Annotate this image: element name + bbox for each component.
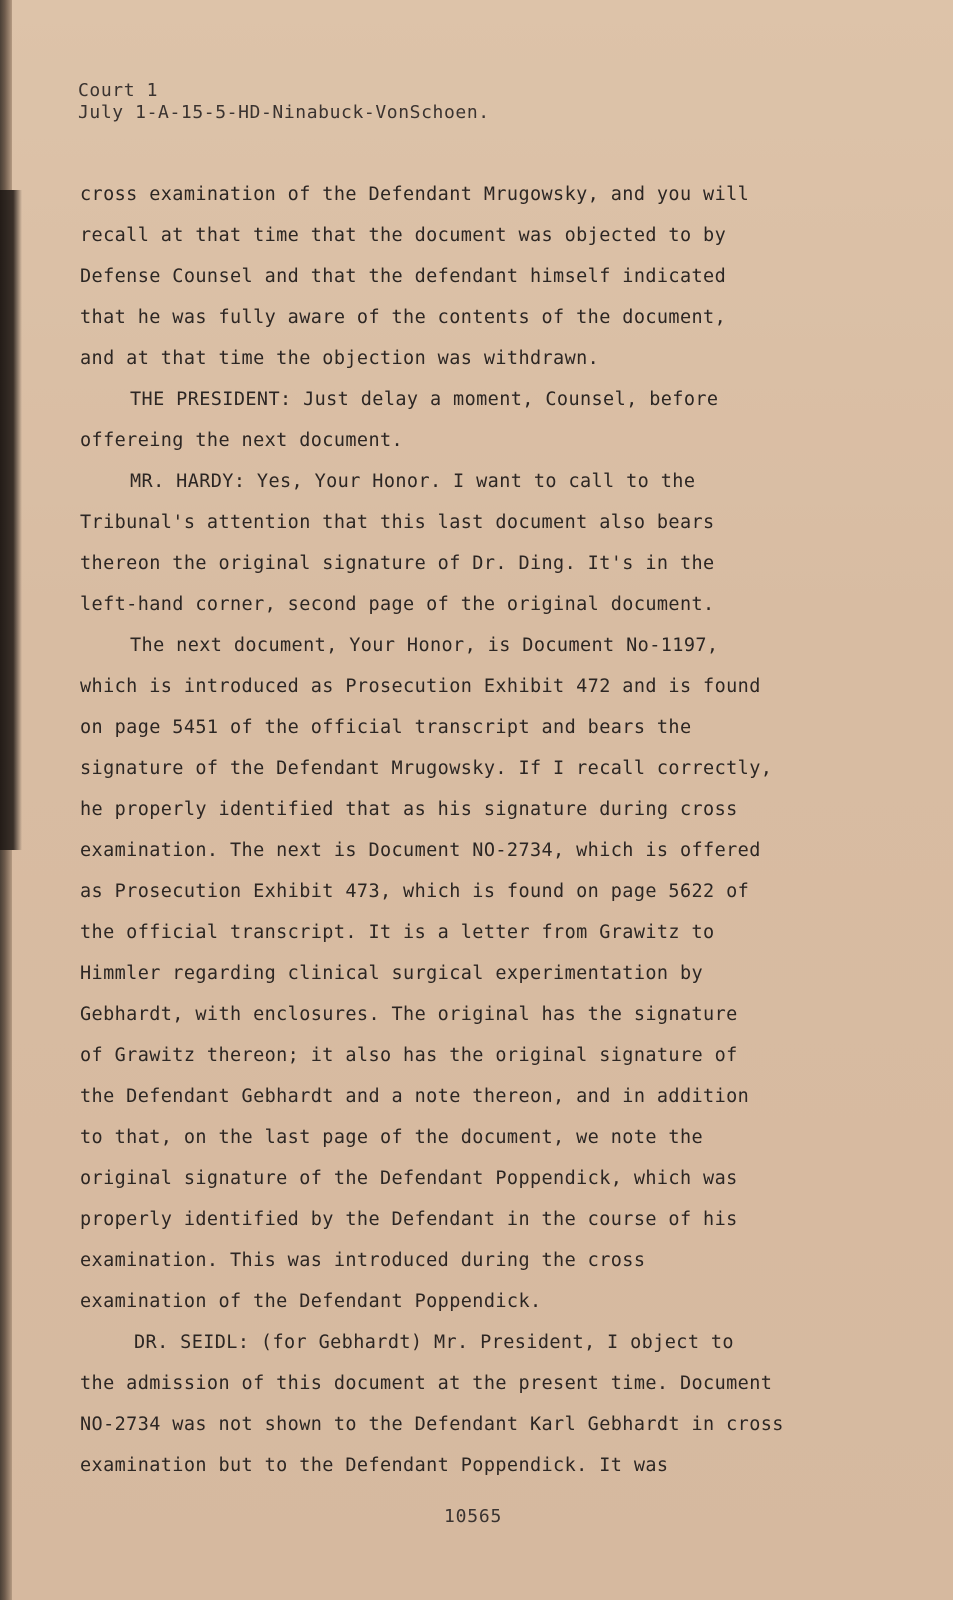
transcript-line: Himmler regarding clinical surgical experimentation by: [80, 963, 704, 984]
transcript-line: original signature of the Defendant Poppendick, which was: [80, 1168, 738, 1189]
speaker-line-hardy: MR. HARDY: Yes, Your Honor. I want to call to the: [130, 471, 696, 492]
transcript-line: properly identified by the Defendant in the course of his: [80, 1209, 738, 1230]
transcript-line: offereing the next document.: [80, 430, 404, 451]
court-label: Court 1: [78, 80, 159, 101]
transcript-line: as Prosecution Exhibit 473, which is found on page 5622 of: [80, 881, 750, 902]
transcript-line: signature of the Defendant Mrugowsky. If I recall correctly,: [80, 758, 773, 779]
transcript-line: Tribunal's attention that this last document also bears: [80, 512, 715, 533]
transcript-line: the Defendant Gebhardt and a note thereon, and in addition: [80, 1086, 750, 1107]
transcript-line: of Grawitz thereon; it also has the original signature of: [80, 1045, 738, 1066]
page-number: 10565: [444, 1506, 503, 1527]
session-code: July 1-A-15-5-HD-Ninabuck-VonSchoen.: [78, 102, 490, 123]
speaker-line-president: THE PRESIDENT: Just delay a moment, Counsel, before: [130, 389, 719, 410]
document-header: [78, 80, 490, 124]
transcript-line: the admission of this document at the present time. Document: [80, 1373, 773, 1394]
transcript-line: to that, on the last page of the document, we note the: [80, 1127, 704, 1148]
transcript-line: he properly identified that as his signature during cross: [80, 799, 738, 820]
transcript-line: recall at that time that the document was objected to by: [80, 225, 727, 246]
transcript-line: examination but to the Defendant Poppendick. It was: [80, 1455, 669, 1476]
transcript-line: left-hand corner, second page of the original document.: [80, 594, 715, 615]
transcript-line: on page 5451 of the official transcript and bears the: [80, 717, 692, 738]
transcript-line: and at that time the objection was withdrawn.: [80, 348, 600, 369]
speaker-line-seidl: DR. SEIDL: (for Gebhardt) Mr. President, I object to: [134, 1332, 734, 1353]
transcript-body: [80, 174, 840, 1486]
transcript-line: thereon the original signature of Dr. Ding. It's in the: [80, 553, 715, 574]
transcript-line: that he was fully aware of the contents of the document,: [80, 307, 727, 328]
transcript-line: Defense Counsel and that the defendant himself indicated: [80, 266, 727, 287]
transcript-line: examination. The next is Document NO-2734, which is offered: [80, 840, 761, 861]
transcript-line: examination. This was introduced during the cross: [80, 1250, 646, 1271]
transcript-line: which is introduced as Prosecution Exhibit 472 and is found: [80, 676, 761, 697]
transcript-line: Gebhardt, with enclosures. The original has the signature: [80, 1004, 738, 1025]
transcript-line: examination of the Defendant Poppendick.: [80, 1291, 542, 1312]
transcript-line: the official transcript. It is a letter from Grawitz to: [80, 922, 715, 943]
paragraph-start-line: The next document, Your Honor, is Document No-1197,: [130, 635, 719, 656]
transcript-line: NO-2734 was not shown to the Defendant Karl Gebhardt in cross: [80, 1414, 784, 1435]
transcript-line: cross examination of the Defendant Mrugowsky, and you will: [80, 184, 750, 205]
page-edge-dark: [0, 190, 22, 850]
